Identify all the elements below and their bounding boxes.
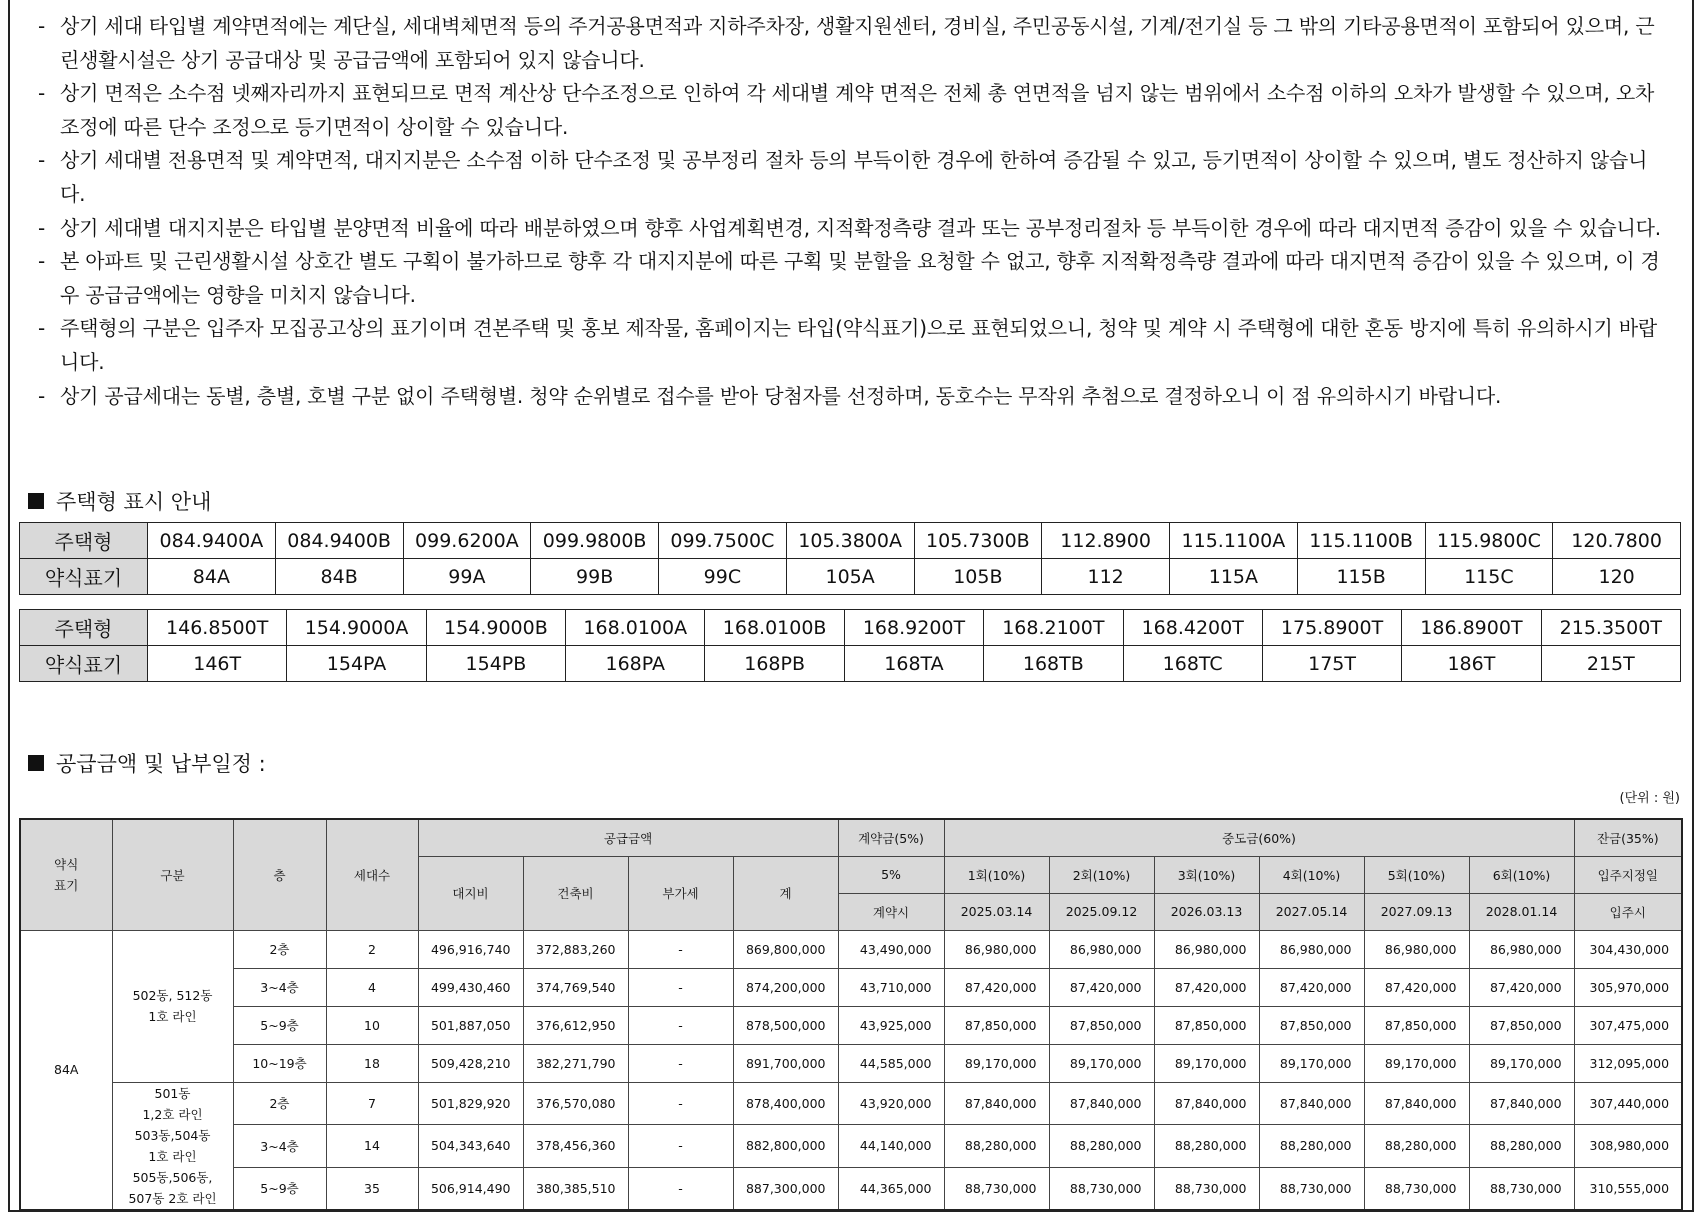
middle-payment-cell: 86,980,000 [1049, 930, 1154, 968]
notice-item [38, 77, 1668, 144]
table-row [20, 968, 1682, 1006]
abbr-cell: 168PB [705, 646, 844, 682]
division-header: 구분 [112, 819, 233, 930]
abbr-cell: 168PA [566, 646, 705, 682]
contract-pct-header: 5% [838, 856, 944, 893]
floor-cell: 5~9층 [233, 1006, 326, 1044]
middle-date-header: 2025.09.12 [1049, 893, 1154, 930]
middle-payment-cell: 87,840,000 [944, 1082, 1049, 1125]
notice-item [38, 144, 1668, 211]
middle-payment-cell: 87,850,000 [944, 1006, 1049, 1044]
building-cost-cell: 376,612,950 [523, 1006, 628, 1044]
notice-text: 주택형의 구분은 입주자 모집공고상의 표기이며 견본주택 및 홍보 제작물, 홈페이지는 타입(약식표기)으로 표현되었으니, 청약 및 계약 시 주택형에 대한 혼동 방지에 특히 유의하시기 바랍니다. [60, 316, 1657, 374]
middle-payment-cell: 89,170,000 [1154, 1044, 1259, 1082]
floor-cell: 2층 [233, 930, 326, 968]
balance-cell: 307,475,000 [1574, 1006, 1682, 1044]
house-type-cell: 099.9800B [531, 523, 659, 559]
type-table-1 [19, 522, 1681, 595]
price-section-title [28, 748, 266, 778]
middle-payment-cell: 87,850,000 [1049, 1006, 1154, 1044]
floor-cell: 3~4층 [233, 968, 326, 1006]
vat-cell: - [628, 1082, 733, 1125]
middle-round-header: 3회(10%) [1154, 856, 1259, 893]
price-table [19, 818, 1683, 1211]
abbr-row-label: 약식표기 [20, 559, 148, 595]
middle-payment-cell: 87,850,000 [1259, 1006, 1364, 1044]
vat-cell: - [628, 930, 733, 968]
table-row [20, 1082, 1682, 1125]
abbr-cell: 105A [786, 559, 914, 595]
floor-cell: 10~19층 [233, 1044, 326, 1082]
total-cell: 869,800,000 [733, 930, 838, 968]
notice-item [38, 312, 1668, 379]
land-cost-cell: 509,428,210 [418, 1044, 523, 1082]
contract-when-header: 계약시 [838, 893, 944, 930]
house-type-cell: 154.9000B [426, 610, 565, 646]
abbr-cell: 168TB [984, 646, 1123, 682]
contract-cell: 44,585,000 [838, 1044, 944, 1082]
middle-date-header: 2027.05.14 [1259, 893, 1364, 930]
middle-payment-cell: 87,420,000 [1364, 968, 1469, 1006]
land-cost-header: 대지비 [418, 856, 523, 930]
abbr-cell: 168TC [1123, 646, 1262, 682]
notice-item [38, 245, 1668, 312]
division-cell: 501동 1,2호 라인 503동,504동 1호 라인 505동,506동, 507동 2호 라인 [112, 1082, 233, 1210]
house-type-cell: 168.0100A [566, 610, 705, 646]
abbr-cell: 115A [1170, 559, 1298, 595]
balance-cell: 307,440,000 [1574, 1082, 1682, 1125]
vat-cell: - [628, 1125, 733, 1168]
middle-payment-cell: 88,280,000 [1154, 1125, 1259, 1168]
middle-round-header: 6회(10%) [1469, 856, 1574, 893]
building-cost-cell: 372,883,260 [523, 930, 628, 968]
contract-cell: 44,140,000 [838, 1125, 944, 1168]
abbr-cell: 112 [1042, 559, 1170, 595]
middle-payment-cell: 88,280,000 [1259, 1125, 1364, 1168]
abbr-row-label: 약식표기 [20, 646, 148, 682]
middle-payment-cell: 87,420,000 [1154, 968, 1259, 1006]
total-cell: 882,800,000 [733, 1125, 838, 1168]
notice-item [38, 212, 1668, 246]
house-type-cell: 115.9800C [1425, 523, 1553, 559]
land-cost-cell: 506,914,490 [418, 1167, 523, 1210]
balance-cell: 308,980,000 [1574, 1125, 1682, 1168]
vat-cell: - [628, 1006, 733, 1044]
contract-cell: 44,365,000 [838, 1167, 944, 1210]
abbr-cell: 120 [1553, 559, 1681, 595]
households-cell: 4 [326, 968, 418, 1006]
abbr-cell: 168TA [844, 646, 983, 682]
balance-cell: 310,555,000 [1574, 1167, 1682, 1210]
type-table-2 [19, 609, 1681, 682]
households-header: 세대수 [326, 819, 418, 930]
middle-payment-cell: 86,980,000 [1364, 930, 1469, 968]
middle-payment-header: 중도금(60%) [944, 819, 1574, 856]
abbr-cell: 175T [1262, 646, 1401, 682]
notice-text: 상기 공급세대는 동별, 층별, 호별 구분 없이 주택형별. 청약 순위별로 접수를 받아 당첨자를 선정하며, 동호수는 무작위 추첨으로 결정하오니 이 점 유의하시기 바랍니다. [60, 383, 1502, 408]
middle-payment-cell: 87,420,000 [1049, 968, 1154, 1006]
house-type-cell: 146.8500T [148, 610, 287, 646]
middle-payment-cell: 88,280,000 [944, 1125, 1049, 1168]
square-bullet-icon [28, 755, 44, 771]
abbr-cell: 186T [1402, 646, 1541, 682]
type-abbr-cell: 84A [20, 930, 112, 1210]
floor-cell: 5~9층 [233, 1167, 326, 1210]
house-type-cell: 120.7800 [1553, 523, 1681, 559]
house-type-cell: 105.3800A [786, 523, 914, 559]
middle-payment-cell: 87,420,000 [1469, 968, 1574, 1006]
contract-cell: 43,920,000 [838, 1082, 944, 1125]
contract-cell: 43,710,000 [838, 968, 944, 1006]
middle-payment-cell: 87,840,000 [1259, 1082, 1364, 1125]
building-cost-cell: 376,570,080 [523, 1082, 628, 1125]
type-row-label: 주택형 [20, 523, 148, 559]
households-cell: 18 [326, 1044, 418, 1082]
middle-payment-cell: 87,420,000 [944, 968, 1049, 1006]
households-cell: 7 [326, 1082, 418, 1125]
middle-payment-cell: 87,420,000 [1259, 968, 1364, 1006]
notice-item [38, 10, 1668, 77]
house-type-cell: 168.0100B [705, 610, 844, 646]
notice-dash: - [38, 316, 46, 341]
house-type-cell: 168.4200T [1123, 610, 1262, 646]
households-cell: 10 [326, 1006, 418, 1044]
notice-dash: - [38, 81, 46, 106]
abbr-cell: 146T [148, 646, 287, 682]
middle-payment-cell: 88,730,000 [1049, 1167, 1154, 1210]
building-cost-cell: 378,456,360 [523, 1125, 628, 1168]
middle-payment-cell: 88,730,000 [944, 1167, 1049, 1210]
middle-payment-cell: 87,840,000 [1049, 1082, 1154, 1125]
middle-payment-cell: 88,730,000 [1364, 1167, 1469, 1210]
house-type-cell: 168.9200T [844, 610, 983, 646]
house-type-cell: 186.8900T [1402, 610, 1541, 646]
table-row [20, 1006, 1682, 1044]
abbr-cell: 115B [1297, 559, 1425, 595]
notice-dash: - [38, 14, 46, 38]
households-cell: 2 [326, 930, 418, 968]
notice-text: 상기 세대 타입별 계약면적에는 계단실, 세대벽체면적 등의 주거공용면적과 지하주차장, 생활지원센터, 경비실, 주민공동시설, 기계/전기실 등 그 밖의 기타공용면적이 포함되어 있으며, 근린생활시설은 상기 공급대상 및 공급금액에 포함되어 있지 않습니다. [60, 14, 1655, 72]
notice-dash: - [38, 383, 46, 408]
square-bullet-icon [28, 493, 44, 509]
house-type-cell: 168.2100T [984, 610, 1123, 646]
vat-header: 부가세 [628, 856, 733, 930]
table-row [20, 930, 1682, 968]
contract-cell: 43,925,000 [838, 1006, 944, 1044]
total-cell: 891,700,000 [733, 1044, 838, 1082]
contract-header: 계약금(5%) [838, 819, 944, 856]
total-cell: 887,300,000 [733, 1167, 838, 1210]
households-cell: 35 [326, 1167, 418, 1210]
middle-round-header: 1회(10%) [944, 856, 1049, 893]
land-cost-cell: 496,916,740 [418, 930, 523, 968]
abbr-header: 약식 표기 [20, 819, 112, 930]
unit-label: (단위 : 원) [1619, 791, 1680, 806]
total-cell: 874,200,000 [733, 968, 838, 1006]
house-type-cell: 154.9000A [287, 610, 426, 646]
middle-date-header: 2025.03.14 [944, 893, 1049, 930]
notice-dash: - [38, 215, 46, 240]
abbr-cell: 99C [659, 559, 787, 595]
middle-payment-cell: 87,850,000 [1469, 1006, 1574, 1044]
vat-cell: - [628, 1167, 733, 1210]
middle-date-header: 2028.01.14 [1469, 893, 1574, 930]
house-type-cell: 175.8900T [1262, 610, 1401, 646]
middle-payment-cell: 88,280,000 [1469, 1125, 1574, 1168]
house-type-cell: 112.8900 [1042, 523, 1170, 559]
middle-payment-cell: 88,730,000 [1469, 1167, 1574, 1210]
balance-when2-header: 입주시 [1574, 893, 1682, 930]
type-section-title [28, 486, 211, 516]
middle-payment-cell: 87,840,000 [1469, 1082, 1574, 1125]
land-cost-cell: 501,887,050 [418, 1006, 523, 1044]
price-section-title-text: 공급금액 및 납부일정 : [56, 752, 266, 776]
abbr-cell: 99A [403, 559, 531, 595]
notice-item [38, 380, 1668, 414]
contract-cell: 43,490,000 [838, 930, 944, 968]
notice-list [38, 10, 1668, 413]
abbr-cell: 154PA [287, 646, 426, 682]
balance-cell: 304,430,000 [1574, 930, 1682, 968]
house-type-cell: 115.1100B [1297, 523, 1425, 559]
middle-payment-cell: 87,850,000 [1364, 1006, 1469, 1044]
balance-cell: 312,095,000 [1574, 1044, 1682, 1082]
middle-date-header: 2026.03.13 [1154, 893, 1259, 930]
land-cost-cell: 501,829,920 [418, 1082, 523, 1125]
house-type-cell: 084.9400A [148, 523, 276, 559]
building-cost-cell: 380,385,510 [523, 1167, 628, 1210]
floor-header: 층 [233, 819, 326, 930]
notice-text: 본 아파트 및 근린생활시설 상호간 별도 구획이 불가하므로 향후 각 대지지분에 따른 구획 및 분할을 요청할 수 없고, 향후 지적확정측량 결과에 따라 대지면적 증감이 있을 수 있으며, 이 경우 공급금액에는 영향을 미치지 않습니다. [60, 249, 1660, 307]
notice-text: 상기 세대별 전용면적 및 계약면적, 대지지분은 소수점 이하 단수조정 및 공부정리 절차 등의 부득이한 경우에 한하여 증감될 수 있고, 등기면적이 상이할 수 있으며, 별도 정산하지 않습니다. [60, 148, 1648, 206]
middle-date-header: 2027.09.13 [1364, 893, 1469, 930]
table-row [20, 1167, 1682, 1210]
middle-round-header: 4회(10%) [1259, 856, 1364, 893]
middle-payment-cell: 86,980,000 [1469, 930, 1574, 968]
notice-dash: - [38, 249, 46, 274]
abbr-cell: 105B [914, 559, 1042, 595]
floor-cell: 3~4층 [233, 1125, 326, 1168]
middle-payment-cell: 89,170,000 [1364, 1044, 1469, 1082]
middle-payment-cell: 89,170,000 [1259, 1044, 1364, 1082]
table-row [20, 1125, 1682, 1168]
middle-payment-cell: 88,730,000 [1259, 1167, 1364, 1210]
total-header: 계 [733, 856, 838, 930]
house-type-cell: 105.7300B [914, 523, 1042, 559]
building-cost-header: 건축비 [523, 856, 628, 930]
abbr-cell: 84B [275, 559, 403, 595]
middle-payment-cell: 87,850,000 [1154, 1006, 1259, 1044]
type-section-title-text: 주택형 표시 안내 [56, 490, 212, 514]
notice-dash: - [38, 148, 46, 173]
middle-payment-cell: 89,170,000 [1049, 1044, 1154, 1082]
balance-when-header: 입주지정일 [1574, 856, 1682, 893]
supply-price-header: 공급금액 [418, 819, 838, 856]
middle-payment-cell: 88,280,000 [1049, 1125, 1154, 1168]
abbr-cell: 154PB [426, 646, 565, 682]
middle-payment-cell: 86,980,000 [1154, 930, 1259, 968]
middle-payment-cell: 87,840,000 [1364, 1082, 1469, 1125]
table-row [20, 1044, 1682, 1082]
middle-payment-cell: 86,980,000 [944, 930, 1049, 968]
notice-text: 상기 면적은 소수점 넷째자리까지 표현되므로 면적 계산상 단수조정으로 인하여 각 세대별 계약 면적은 전체 총 연면적을 넘지 않는 범위에서 소수점 이하의 오차가 발생할 수 있으며, 오차 조정에 따른 단수 조정으로 등기면적이 상이할 수 있습니다. [60, 81, 1655, 139]
abbr-cell: 115C [1425, 559, 1553, 595]
total-cell: 878,400,000 [733, 1082, 838, 1125]
land-cost-cell: 504,343,640 [418, 1125, 523, 1168]
vat-cell: - [628, 968, 733, 1006]
house-type-cell: 084.9400B [275, 523, 403, 559]
house-type-cell: 215.3500T [1541, 610, 1680, 646]
middle-payment-cell: 88,730,000 [1154, 1167, 1259, 1210]
vat-cell: - [628, 1044, 733, 1082]
building-cost-cell: 382,271,790 [523, 1044, 628, 1082]
house-type-cell: 115.1100A [1170, 523, 1298, 559]
middle-payment-cell: 86,980,000 [1259, 930, 1364, 968]
land-cost-cell: 499,430,460 [418, 968, 523, 1006]
floor-cell: 2층 [233, 1082, 326, 1125]
balance-cell: 305,970,000 [1574, 968, 1682, 1006]
middle-payment-cell: 88,280,000 [1364, 1125, 1469, 1168]
type-row-label: 주택형 [20, 610, 148, 646]
total-cell: 878,500,000 [733, 1006, 838, 1044]
abbr-cell: 99B [531, 559, 659, 595]
middle-payment-cell: 87,840,000 [1154, 1082, 1259, 1125]
notice-text: 상기 세대별 대지지분은 타입별 분양면적 비율에 따라 배분하였으며 향후 사업계획변경, 지적확정측량 결과 또는 공부정리절차 등 부득이한 경우에 따라 대지면적 증감이 있을 수 있습니다. [60, 215, 1661, 240]
abbr-cell: 215T [1541, 646, 1680, 682]
middle-payment-cell: 89,170,000 [944, 1044, 1049, 1082]
building-cost-cell: 374,769,540 [523, 968, 628, 1006]
house-type-cell: 099.6200A [403, 523, 531, 559]
middle-round-header: 5회(10%) [1364, 856, 1469, 893]
balance-header: 잔금(35%) [1574, 819, 1682, 856]
house-type-cell: 099.7500C [659, 523, 787, 559]
households-cell: 14 [326, 1125, 418, 1168]
division-cell: 502동, 512동 1호 라인 [112, 930, 233, 1082]
abbr-cell: 84A [148, 559, 276, 595]
middle-payment-cell: 89,170,000 [1469, 1044, 1574, 1082]
middle-round-header: 2회(10%) [1049, 856, 1154, 893]
